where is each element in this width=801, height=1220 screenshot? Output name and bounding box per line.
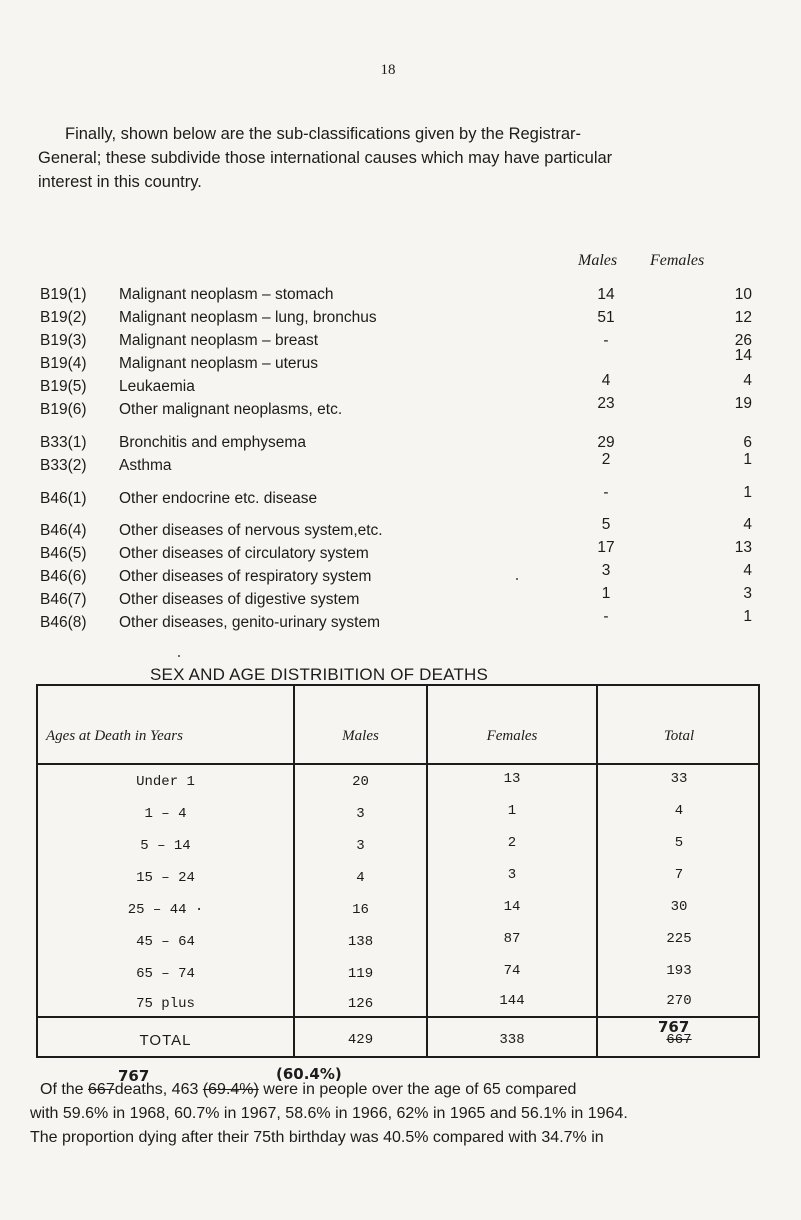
cause-row <box>40 372 760 398</box>
cause-males: 3 <box>601 562 611 579</box>
total-label: TOTAL <box>139 1032 192 1049</box>
intro-line-3: interest in this country. <box>38 173 202 191</box>
header-divider <box>38 763 758 765</box>
age-group: 75 plus <box>136 996 195 1012</box>
cause-females: 14 <box>734 347 752 364</box>
females-count: 14 <box>503 899 521 915</box>
intro-paragraph <box>38 122 778 194</box>
cause-females: 1 <box>743 484 752 501</box>
cause-description: Other diseases of nervous system,etc. <box>119 522 383 539</box>
males-count: 3 <box>356 806 365 822</box>
closing-of-the: Of the <box>40 1081 84 1098</box>
cause-males: 51 <box>597 309 615 326</box>
females-count: 74 <box>503 963 521 979</box>
total-count: 193 <box>666 963 692 979</box>
cause-males: 4 <box>601 372 611 389</box>
females-count: 3 <box>507 867 517 883</box>
cause-description: Asthma <box>119 457 172 474</box>
females-column-header: Females <box>650 252 705 269</box>
cause-code: B19(2) <box>40 309 87 326</box>
cause-description: Leukaemia <box>119 378 195 395</box>
age-group: 25 – 44 · <box>127 902 204 918</box>
total-males: 429 <box>347 1032 374 1048</box>
handwritten-total-correction: 767 <box>658 1018 690 1036</box>
intro-line-1: Finally, shown below are the sub-classifications given by the Registrar- <box>65 125 582 143</box>
cause-row <box>40 395 760 421</box>
cause-males: 29 <box>597 434 615 451</box>
cause-females: 4 <box>743 372 752 389</box>
cause-description: Other diseases of circulatory system <box>119 545 369 562</box>
cause-females: 10 <box>734 286 752 303</box>
cause-row <box>40 539 760 565</box>
total-count: 7 <box>674 867 684 883</box>
cause-females: 4 <box>743 516 752 533</box>
handwritten-deaths-correction: 767 <box>118 1067 150 1085</box>
cause-code: B46(4) <box>40 522 87 539</box>
cause-description: Malignant neoplasm – stomach <box>119 286 334 303</box>
cause-code: B46(7) <box>40 591 87 608</box>
cause-description: Malignant neoplasm – uterus <box>119 355 319 372</box>
males-count: 126 <box>347 996 374 1012</box>
cause-females: 12 <box>734 309 752 326</box>
cause-females: 13 <box>734 539 752 556</box>
cause-males: 1 <box>601 585 611 602</box>
closing-line-2: with 59.6% in 1968, 60.7% in 1967, 58.6% in 1966, 62% in 1965 and 56.1% in 1964. <box>30 1105 628 1122</box>
header-males: Males <box>342 728 379 744</box>
cause-males: - <box>603 484 609 501</box>
struck-total: 667 <box>666 1032 692 1048</box>
cause-description: Other malignant neoplasms, etc. <box>119 401 343 418</box>
cause-description: Bronchitis and emphysema <box>119 434 306 451</box>
header-females: Females <box>486 728 538 744</box>
males-count: 3 <box>356 838 365 854</box>
cause-row <box>40 451 760 477</box>
males-column-header: Males <box>578 252 618 269</box>
cause-code: B19(3) <box>40 332 87 349</box>
age-group: 15 – 24 <box>136 870 195 886</box>
total-count: 225 <box>666 931 692 947</box>
cause-males: - <box>603 608 609 625</box>
cause-description: Other diseases of digestive system <box>119 591 360 608</box>
speck <box>516 578 518 580</box>
cause-females: 1 <box>743 608 752 625</box>
header-total: Total <box>663 728 695 744</box>
cause-females: 3 <box>743 585 752 602</box>
cause-code: B33(2) <box>40 457 87 474</box>
closing-line-3: The proportion dying after their 75th birthday was 40.5% compared with 34.7% in <box>30 1129 604 1146</box>
age-group: 5 – 14 <box>140 838 191 854</box>
closing-deaths-463: deaths, 463 <box>114 1081 199 1098</box>
cause-males: 2 <box>601 451 611 468</box>
cause-code: B19(1) <box>40 286 87 303</box>
cause-code: B19(5) <box>40 378 87 395</box>
cause-code: B46(1) <box>40 490 87 507</box>
cause-males: 17 <box>597 539 615 556</box>
cause-code: B19(6) <box>40 401 87 418</box>
cause-females: 19 <box>734 395 752 412</box>
cause-males: 5 <box>601 516 611 533</box>
males-count: 16 <box>352 902 369 918</box>
struck-percent: (69.4%) <box>202 1081 259 1098</box>
females-count: 13 <box>503 771 521 787</box>
cause-females: 4 <box>743 562 752 579</box>
cause-code: B46(5) <box>40 545 87 562</box>
cause-row <box>40 330 760 352</box>
age-group: 65 – 74 <box>136 966 195 982</box>
cause-code: B19(4) <box>40 355 87 372</box>
males-count: 138 <box>347 934 374 950</box>
females-count: 144 <box>499 993 525 1009</box>
header-age: Ages at Death in Years <box>46 728 183 744</box>
total-count: 270 <box>666 993 692 1009</box>
cause-description: Other diseases, genito-urinary system <box>119 614 381 631</box>
cause-description: Malignant neoplasm – lung, bronchus <box>119 309 377 326</box>
cause-females: 26 <box>734 332 752 349</box>
page-number: 18 <box>380 62 396 78</box>
cause-code: B46(8) <box>40 614 87 631</box>
cause-description: Other endocrine etc. disease <box>119 490 318 507</box>
cause-code: B46(6) <box>40 568 87 585</box>
total-count: 33 <box>670 771 688 787</box>
females-count: 2 <box>507 835 517 851</box>
cause-females: 6 <box>743 434 752 451</box>
age-distribution-table <box>36 684 760 1058</box>
cause-row <box>40 432 760 454</box>
handwritten-percent-correction: (60.4%) <box>276 1065 342 1083</box>
males-count: 119 <box>347 966 374 982</box>
cause-row <box>40 562 760 588</box>
males-count: 20 <box>352 774 369 790</box>
total-divider <box>38 1016 758 1018</box>
cause-row <box>40 347 760 375</box>
females-count: 87 <box>503 931 521 947</box>
cause-row <box>40 307 760 329</box>
struck-deaths: 667 <box>88 1081 115 1098</box>
cause-females: 1 <box>743 451 752 468</box>
age-table-title: SEX AND AGE DISTRIBITION OF DEATHS <box>150 665 489 684</box>
total-females: 338 <box>499 1032 525 1048</box>
cause-males: 23 <box>597 395 615 412</box>
cause-row <box>40 484 760 510</box>
cause-males: 14 <box>597 286 615 303</box>
closing-paragraph <box>30 1065 790 1150</box>
cause-row <box>40 284 760 306</box>
age-group: 45 – 64 <box>136 934 195 950</box>
cause-description: Malignant neoplasm – breast <box>119 332 319 349</box>
intro-line-2: General; these subdivide those international causes which may have particular <box>38 149 613 167</box>
age-group: 1 – 4 <box>144 806 187 822</box>
total-count: 5 <box>674 835 684 851</box>
females-count: 1 <box>507 803 517 819</box>
closing-rest-line1: were in people over the age of 65 compared <box>263 1081 577 1098</box>
cause-description: Other diseases of respiratory system <box>119 568 372 585</box>
cause-males: - <box>603 332 609 349</box>
speck <box>178 655 180 657</box>
cause-row <box>40 608 760 634</box>
cause-code: B33(1) <box>40 434 87 451</box>
age-group: Under 1 <box>136 774 195 790</box>
total-count: 4 <box>674 803 684 819</box>
cause-row <box>40 585 760 611</box>
cause-row <box>40 516 760 542</box>
total-count: 30 <box>670 899 688 915</box>
males-count: 4 <box>356 870 365 886</box>
